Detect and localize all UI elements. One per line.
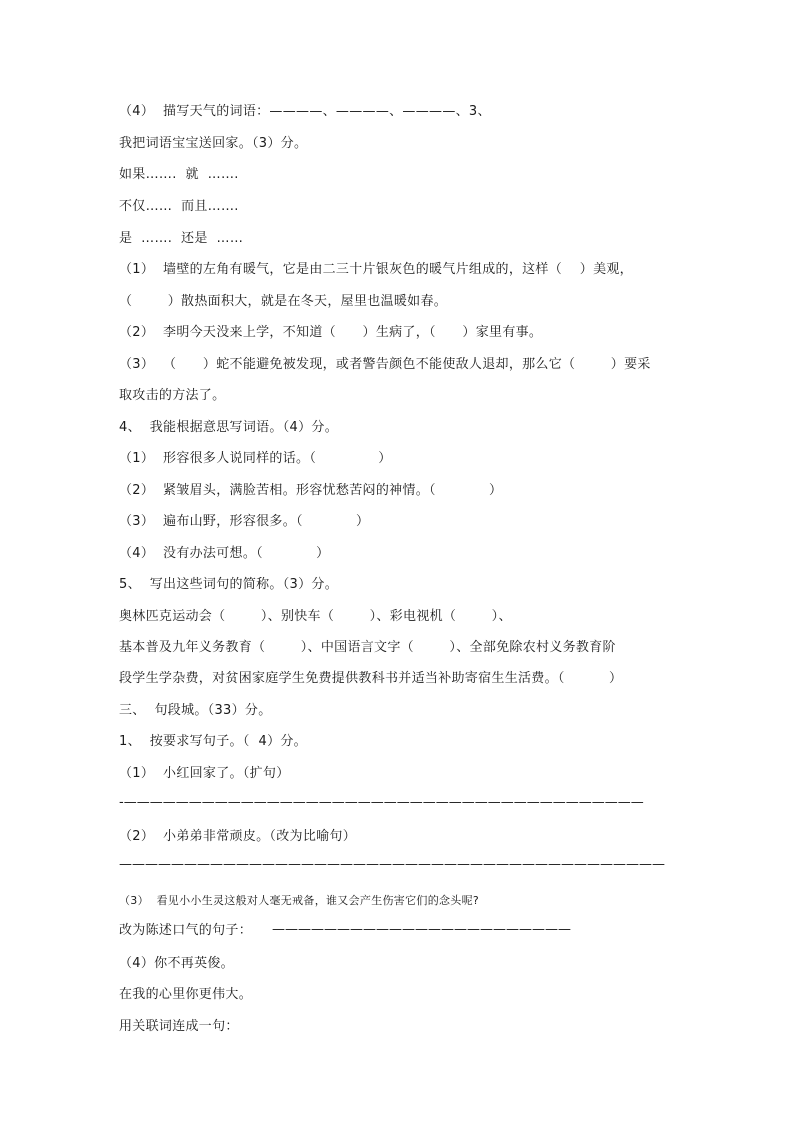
fill-blank-1-line-2: （ ）散热面积大，就是在冬天，屋里也温暖如春。 bbox=[119, 294, 448, 309]
answer-line-3[interactable]: ——————————————————————— bbox=[272, 922, 571, 937]
sentence-task-4-a: （4）你不再英俊。 bbox=[119, 956, 234, 971]
fill-blank-1-line-1: （1） 墙壁的左角有暖气，它是由二三十片银灰色的暖气片组成的，这样（ ）美观， bbox=[119, 262, 633, 277]
section-heading-meaning-words: 4、 我能根据意思写词语。（4）分。 bbox=[119, 420, 339, 435]
fill-blank-3-line-2: 取攻击的方法了。 bbox=[119, 388, 226, 403]
abbreviation-line-1: 奥林匹克运动会（ ）、别快车（ ）、彩电视机（ ）、 bbox=[119, 609, 512, 624]
sentence-task-3-instruction: 改为陈述口气的句子： bbox=[119, 923, 253, 938]
answer-line-1[interactable]: -———————————————————————————————————————— bbox=[119, 795, 644, 810]
conjunction-pair-3: 是 ……. 还是 …… bbox=[119, 231, 244, 246]
meaning-question-2: （2） 紧皱眉头，满脸苦相。形容忧愁苦闷的神情。（ ） bbox=[119, 483, 503, 498]
section-heading-words-home: 我把词语宝宝送回家。（3）分。 bbox=[119, 136, 308, 151]
sentence-task-4-b: 在我的心里你更伟大。 bbox=[119, 987, 253, 1002]
question-weather-words: （4） 描写天气的词语：————、————、————、3、 bbox=[119, 104, 491, 119]
abbreviation-line-3: 段学生学杂费，对贫困家庭学生免费提供教科书并适当补助寄宿生生活费。（ ） bbox=[119, 671, 623, 686]
fill-blank-2: （2） 李明今天没来上学，不知道（ ）生病了，（ ）家里有事。 bbox=[119, 325, 543, 340]
conjunction-pair-2: 不仅…… 而且……. bbox=[119, 199, 239, 214]
sentence-task-4-instruction: 用关联词连成一句： bbox=[119, 1019, 239, 1034]
meaning-question-3: （3） 遍布山野，形容很多。（ ） bbox=[119, 514, 370, 529]
answer-line-2[interactable]: —————————————————————————————————————————— bbox=[119, 857, 665, 872]
meaning-question-1: （1） 形容很多人说同样的话。（ ） bbox=[119, 451, 392, 466]
sentence-task-2: （2） 小弟弟非常顽皮。（改为比喻句） bbox=[119, 829, 357, 844]
part-three-heading: 三、 句段城。（33）分。 bbox=[119, 703, 272, 718]
fill-blank-3-line-1: （3） （ ）蛇不能避免被发现，或者警告颜色不能使敌人退却，那么它（ ）要采 bbox=[119, 357, 651, 372]
sentence-task-3: （3） 看见小小生灵这般对人毫无戒备，谁又会产生伤害它们的念头呢? bbox=[119, 894, 480, 907]
section-heading-sentences: 1、 按要求写句子。（ 4）分。 bbox=[119, 734, 307, 749]
section-heading-abbreviations: 5、 写出这些词句的简称。（3）分。 bbox=[119, 577, 339, 592]
conjunction-pair-1: 如果……. 就 ……. bbox=[119, 167, 239, 182]
sentence-task-1: （1） 小红回家了。（扩句） bbox=[119, 766, 290, 781]
abbreviation-line-2: 基本普及九年义务教育（ ）、中国语言文字（ ）、全部免除农村义务教育阶 bbox=[119, 640, 616, 655]
meaning-question-4: （4） 没有办法可想。（ ） bbox=[119, 546, 330, 561]
